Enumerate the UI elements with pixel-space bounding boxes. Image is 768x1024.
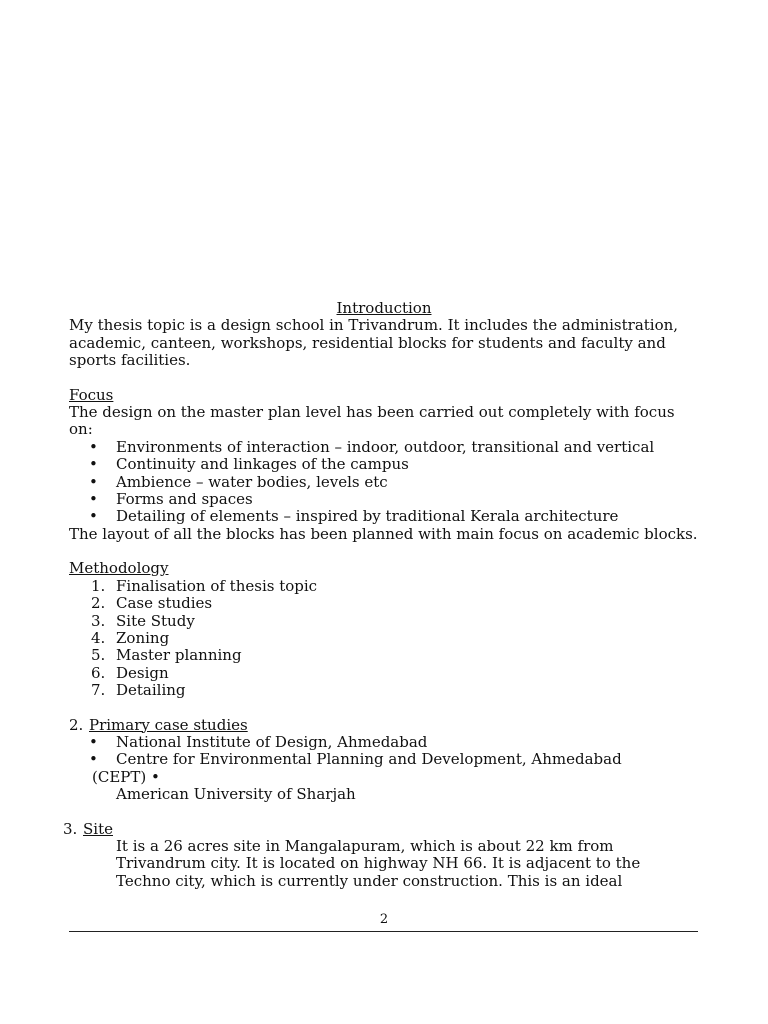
list-text: Design [116, 663, 169, 682]
list-number: 6. [91, 663, 106, 682]
section-number: 2. [69, 715, 84, 734]
list-item [69, 630, 699, 647]
case-studies-list [69, 734, 699, 769]
section-number: 3. [63, 819, 78, 838]
list-item [69, 665, 699, 682]
list-item: • Continuity and linkages of the campus [69, 456, 699, 473]
introduction-heading: Introduction [336, 299, 432, 317]
list-item [69, 613, 699, 630]
case-study-item: American University of Sharjah [116, 785, 356, 804]
list-number: 2. [91, 594, 106, 613]
introduction-text: My thesis topic is a design school in Trivandrum. It includes the administration, academic, canteen, workshops, residential blocks for students and faculty and sports facilities. [69, 316, 679, 370]
list-item [69, 595, 699, 612]
list-text: Master planning [116, 646, 242, 665]
list-text: Detailing [116, 681, 186, 700]
list-item: • Ambience – water bodies, levels etc [69, 474, 699, 491]
list-text: Finalisation of thesis topic [116, 576, 318, 595]
list-item: • Detailing of elements – inspired by traditional Kerala architecture [69, 508, 699, 525]
site-heading-line [63, 821, 699, 838]
focus-text: The design on the master plan level has been carried out completely with focus on: [69, 403, 675, 439]
list-number: 1. [91, 576, 106, 595]
list-text: Case studies [116, 594, 213, 613]
list-item: • Forms and spaces [69, 491, 699, 508]
list-number: 7. [91, 681, 106, 700]
document-page [63, 299, 699, 890]
list-number: 3. [91, 611, 106, 630]
list-item: • Environments of interaction – indoor, outdoor, transitional and vertical [69, 439, 699, 456]
focus-after-text: The layout of all the blocks has been planned with main focus on academic blocks. [69, 524, 698, 543]
methodology-heading: Methodology [69, 559, 169, 578]
list-item: • Centre for Environmental Planning and Development, Ahmedabad [69, 751, 699, 768]
list-item: • National Institute of Design, Ahmedabad [69, 734, 699, 751]
list-number: 5. [91, 646, 106, 665]
list-item [69, 578, 699, 595]
case-studies-heading: Primary case studies [89, 715, 248, 734]
site-text: It is a 26 acres site in Mangalapuram, which is about 22 km from Trivandrum city. It is located on highway NH 66. It is adjacent to the Techno city, which is currently under construction. This is an ideal [116, 836, 641, 890]
list-text: Site Study [116, 611, 195, 630]
footer-divider [69, 931, 698, 932]
focus-list [69, 439, 699, 526]
site-heading: Site [83, 819, 113, 838]
list-number: 4. [91, 628, 106, 647]
list-text: Zoning [116, 628, 170, 647]
methodology-list [69, 578, 699, 700]
list-item [69, 647, 699, 664]
list-item [69, 682, 699, 699]
page-number: 2 [379, 912, 389, 927]
focus-heading: Focus [69, 385, 114, 404]
case-studies-heading-line [69, 717, 699, 734]
case-study-continuation: (CEPT) • [92, 767, 160, 786]
